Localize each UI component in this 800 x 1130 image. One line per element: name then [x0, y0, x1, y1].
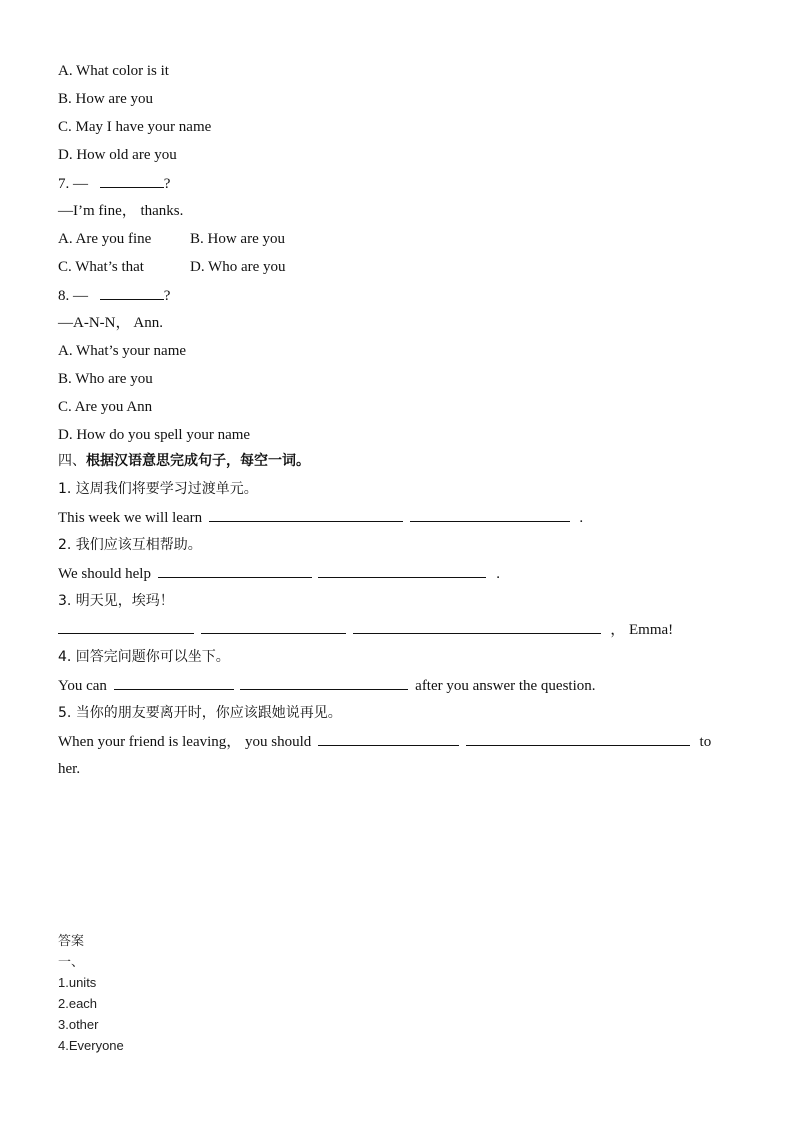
q8-option-b: B. Who are you [58, 371, 153, 387]
q7-option-c: C. What’s that [58, 259, 144, 275]
q6-option-c: C. May I have your name [58, 119, 212, 135]
s1-end: . [579, 510, 584, 526]
s1-english [58, 507, 583, 528]
q6-option-d: D. How old are you [58, 147, 177, 163]
s4-chinese: 4. 回答完问题你可以坐下。 [58, 649, 230, 665]
s3-blank-1 [58, 619, 194, 634]
s2-english [58, 563, 500, 584]
q8-option-c: C. Are you Ann [58, 399, 153, 415]
answer-item-3: 3.other [58, 1017, 99, 1032]
s2-chinese: 2. 我们应该互相帮助。 [58, 537, 202, 553]
q8-blank [100, 285, 164, 300]
s3-blank-2 [201, 619, 346, 634]
s1-start: This week we will learn [58, 510, 203, 526]
s4-blank-2 [240, 675, 408, 690]
s4-start: You can [58, 678, 107, 694]
q6-option-a: A. What color is it [58, 63, 169, 79]
s5-blank-1 [318, 731, 459, 746]
q7-option-a: A. Are you fine [58, 231, 152, 247]
s1-blank-2 [410, 507, 570, 522]
q8-stem: 8. — [58, 288, 88, 304]
section4-title: 根据汉语意思完成句子，每空一词。 [86, 453, 310, 469]
q7-reply: —I’m fine， thanks. [58, 203, 184, 219]
q8-stem-line [58, 285, 170, 306]
answer-item-4: 4.Everyone [58, 1038, 124, 1053]
q8-question-mark: ? [163, 288, 171, 304]
q8-option-a: A. What’s your name [58, 343, 187, 359]
q7-options-row2 [58, 257, 286, 277]
s2-blank-2 [318, 563, 486, 578]
s2-start: We should help [58, 566, 151, 582]
s3-english [58, 619, 673, 640]
q7-options-row1 [58, 229, 285, 249]
q7-stem: 7. — [58, 176, 88, 192]
answers-title: 答案 [58, 933, 85, 948]
s3-blank-3 [353, 619, 601, 634]
s3-end: ， Emma! [610, 622, 674, 638]
s5-start: When your friend is leaving， you should [58, 734, 312, 750]
answer-item-1: 1.units [58, 975, 97, 990]
s3-chinese: 3. 明天见，埃玛！ [58, 593, 174, 609]
s2-end: . [496, 566, 500, 582]
s5-end: to [699, 734, 712, 750]
q7-question-mark: ? [163, 176, 171, 192]
answers-section: 一、 [58, 954, 85, 969]
q7-option-d: D. Who are you [190, 259, 286, 275]
s1-blank-1 [209, 507, 403, 522]
s4-end: after you answer the question. [415, 678, 596, 694]
s4-blank-1 [114, 675, 234, 690]
s4-english [58, 675, 596, 696]
s5-english [58, 731, 711, 752]
s5-continuation: her. [58, 761, 81, 777]
s1-chinese: 1. 这周我们将要学习过渡单元。 [58, 481, 258, 497]
q8-reply: —A-N-N， Ann. [58, 315, 163, 331]
q7-option-b: B. How are you [190, 231, 285, 247]
q8-option-d: D. How do you spell your name [58, 427, 251, 443]
q7-stem-line [58, 173, 170, 194]
s5-chinese: 5. 当你的朋友要离开时，你应该跟她说再见。 [58, 705, 342, 721]
s5-blank-2 [466, 731, 690, 746]
section4-heading [58, 451, 310, 471]
section4-prefix: 四、 [58, 453, 86, 469]
answer-item-2: 2.each [58, 996, 98, 1011]
q7-blank [100, 173, 164, 188]
s2-blank-1 [158, 563, 312, 578]
q6-option-b: B. How are you [58, 91, 153, 107]
